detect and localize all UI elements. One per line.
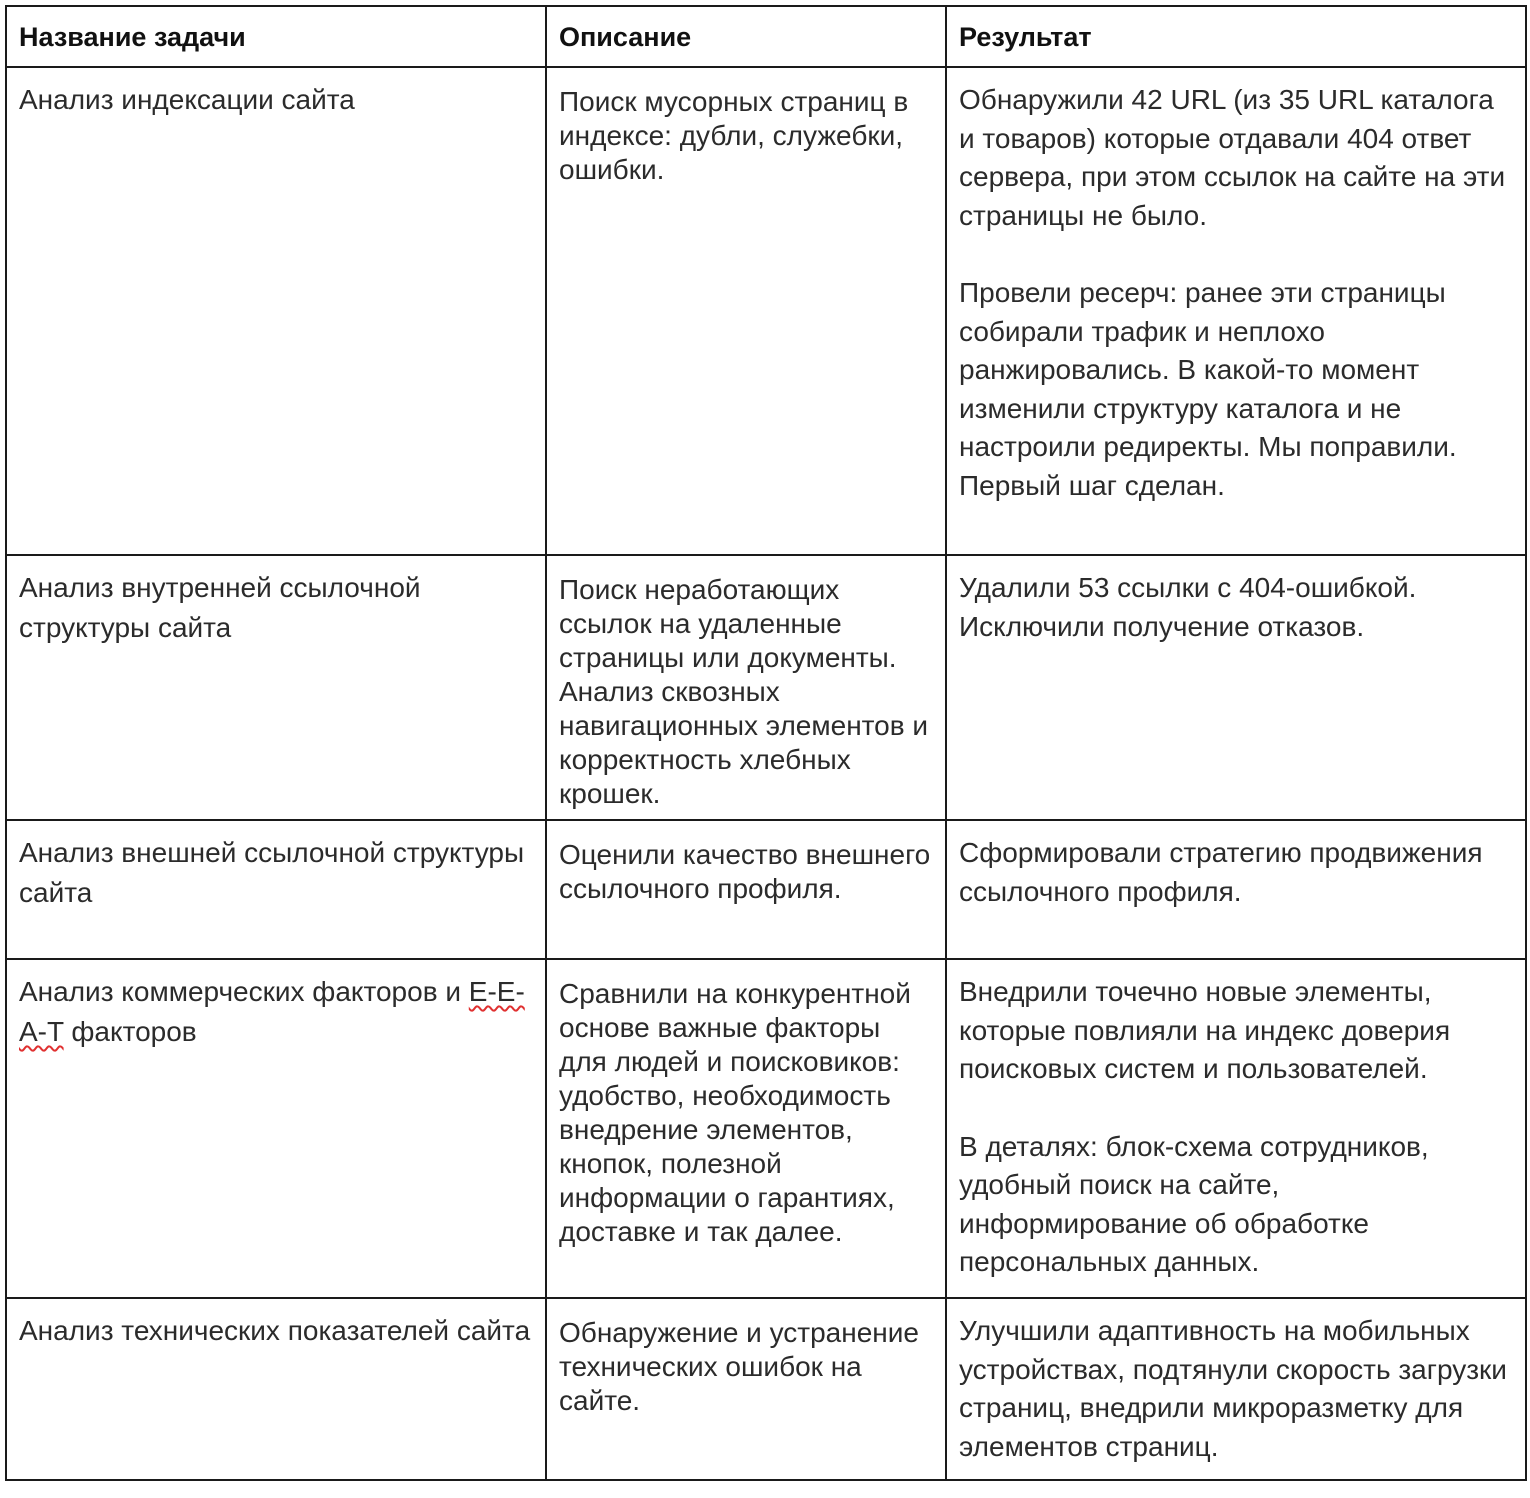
task-name-cell[interactable]: Анализ внешней ссылочной структуры сайта xyxy=(6,820,546,959)
table-row xyxy=(6,555,1526,820)
task-description-cell[interactable]: Оценили качество внешнего ссылочного профиля. xyxy=(546,820,946,959)
tasks-table xyxy=(5,5,1527,1481)
task-result-cell[interactable] xyxy=(946,959,1526,1298)
table-row xyxy=(6,959,1526,1298)
task-description-cell[interactable]: Обнаружение и устранение технических ошибок на сайте. xyxy=(546,1298,946,1480)
result-paragraph: Улучшили адаптивность на мобильных устройствах, подтянули скорость загрузки страниц, внедрили микроразметку для элементов страниц. xyxy=(959,1315,1507,1462)
task-description-cell[interactable]: Сравнили на конкурентной основе важные факторы для людей и поисковиков: удобство, необходимость внедрение элементов, кнопок, полезной информации о гарантиях, доставке и так далее. xyxy=(546,959,946,1298)
table-row xyxy=(6,67,1526,555)
table-header-row xyxy=(6,6,1526,67)
header-description: Описание xyxy=(546,6,946,67)
result-paragraph: Обнаружили 42 URL (из 35 URL каталога и товаров) которые отдавали 404 ответ сервера, при этом ссылок на сайте на эти страницы не было. xyxy=(959,84,1506,231)
task-name-cell[interactable]: Анализ индексации сайта xyxy=(6,67,546,555)
task-name-cell[interactable]: Анализ технических показателей сайта xyxy=(6,1298,546,1480)
task-description-cell[interactable]: Поиск мусорных страниц в индексе: дубли, служебки, ошибки. xyxy=(546,67,946,555)
task-name-cell[interactable] xyxy=(6,959,546,1298)
task-result-cell[interactable] xyxy=(946,820,1526,959)
task-result-cell[interactable] xyxy=(946,1298,1526,1480)
result-paragraph: Провели ресерч: ранее эти страницы собирали трафик и неплохо ранжировались. В какой-то момент изменили структуру каталога и не настроили редиректы. Мы поправили. Первый шаг сделан. xyxy=(959,277,1457,501)
task-name-text: факторов xyxy=(63,1016,197,1047)
header-task-name: Название задачи xyxy=(6,6,546,67)
result-paragraph: Внедрили точечно новые элементы, которые повлияли на индекс доверия поисковых систем и пользователей. xyxy=(959,976,1451,1084)
task-description-cell[interactable]: Поиск неработающих ссылок на удаленные страницы или документы. Анализ сквозных навигационных элементов и корректность хлебных крошек. xyxy=(546,555,946,820)
table-row xyxy=(6,820,1526,959)
result-paragraph: Сформировали стратегию продвижения ссылочного профиля. xyxy=(959,837,1483,907)
task-result-cell[interactable] xyxy=(946,67,1526,555)
result-paragraph: В деталях: блок-схема сотрудников, удобный поиск на сайте, информирование об обработке персональных данных. xyxy=(959,1130,1429,1277)
header-result: Результат xyxy=(946,6,1526,67)
spellcheck-flagged-word: E-E-A-T xyxy=(19,976,525,1047)
table-row xyxy=(6,1298,1526,1480)
task-name-text: Анализ коммерческих факторов и xyxy=(19,976,469,1007)
result-paragraph: Удалили 53 ссылки с 404-ошибкой. Исключили получение отказов. xyxy=(959,572,1417,642)
task-result-cell[interactable] xyxy=(946,555,1526,820)
task-name-cell[interactable]: Анализ внутренней ссылочной структуры сайта xyxy=(6,555,546,820)
